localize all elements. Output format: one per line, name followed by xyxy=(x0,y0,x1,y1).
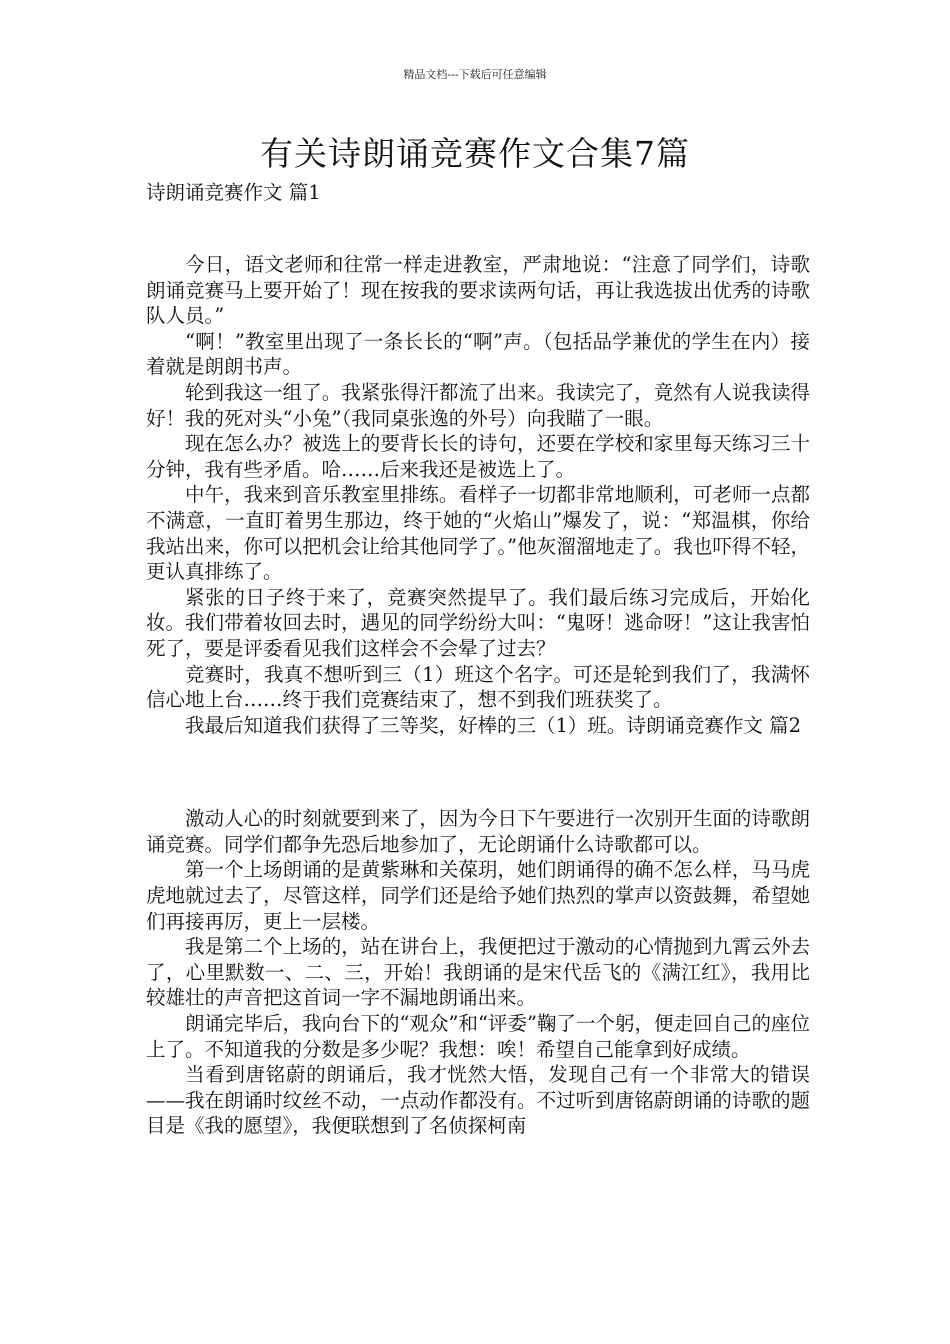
paragraph: 我最后知道我们获得了三等奖，好棒的三（1）班。诗朗诵竞赛作文 篇2 xyxy=(185,713,802,737)
paragraph: 现在怎么办？被选上的要背长长的诗句，还要在学校和家里每天练习三十分钟，我有些矛盾。哈……后来我还是被选上了。 xyxy=(146,432,810,481)
paragraph: “啊！”教室里出现了一条长长的“啊”声。（包括品学兼优的学生在内）接着就是朗朗书声。 xyxy=(146,329,810,379)
spacer xyxy=(146,206,810,252)
document-body xyxy=(146,180,810,1139)
header-note: 精品文档---下载后可任意编辑 xyxy=(403,68,547,81)
paragraph: 今日，语文老师和往常一样走进教室，严肃地说：“注意了同学们，诗歌朗诵竞赛马上要开始了！现在按我的要求读两句话，再让我选拔出优秀的诗歌队人员。” xyxy=(146,253,810,328)
section-heading: 诗朗诵竞赛作文 篇1 xyxy=(146,181,321,204)
paragraph: 轮到我这一组了。我紧张得汗都流了出来。我读完了，竟然有人说我读得好！我的死对头“小兔”（我同桌张逸的外号）向我瞄了一眼。 xyxy=(146,380,810,430)
paragraph: 当看到唐铭蔚的朗诵后，我才恍然大悟，发现自己有一个非常大的错误——我在朗诵时纹丝不动，一点动作都没有。不过听到唐铭蔚朗诵的诗歌的题目是《我的愿望》，我便联想到了名侦探柯南 xyxy=(146,1063,810,1138)
document-title: 有关诗朗诵竞赛作文合集7篇 xyxy=(260,134,690,173)
paragraph: 中午，我来到音乐教室里排练。看样子一切都非常地顺利，可老师一点都不满意，一直盯着男生那边，终于她的“火焰山”爆发了，说：“郑温棋，你给我站出来，你可以把机会让给其他同学了。”他灰溜溜地走了。我也吓得不轻，更认真排练了。 xyxy=(146,483,810,584)
paragraph: 竞赛时，我真不想听到三（1）班这个名字。可还是轮到我们了，我满怀信心地上台……终于我们竞赛结束了，想不到我们班获奖了。 xyxy=(146,662,810,712)
paragraph: 朗诵完毕后，我向台下的“观众”和“评委”鞠了一个躬，便走回自己的座位上了。不知道我的分数是多少呢？我想：唉！希望自己能拿到好成绩。 xyxy=(146,1012,810,1061)
paragraph: 第一个上场朗诵的是黄紫琳和关葆玥，她们朗诵得的确不怎么样，马马虎虎地就过去了，尽管这样，同学们还是给予她们热烈的掌声以资鼓舞，希望她们再接再厉，更上一层楼。 xyxy=(146,858,810,933)
paragraph: 我是第二个上场的，站在讲台上，我便把过于激动的心情抛到九霄云外去了，心里默数一、二、三，开始！我朗诵的是宋代岳飞的《满江红》，我用比较雄壮的声音把这首词一字不漏地朗诵出来。 xyxy=(146,935,810,1010)
spacer xyxy=(146,738,810,806)
paragraph: 激动人心的时刻就要到来了，因为今日下午要进行一次别开生面的诗歌朗诵竞赛。同学们都争先恐后地参加了，无论朗诵什么诗歌都可以。 xyxy=(146,807,810,856)
paragraph: 紧张的日子终于来了，竞赛突然提早了。我们最后练习完成后，开始化妆。我们带着妆回去时，遇见的同学纷纷大叫：“鬼呀！逃命呀！”这让我害怕死了，要是评委看见我们这样会不会晕了过去？ xyxy=(146,585,810,660)
